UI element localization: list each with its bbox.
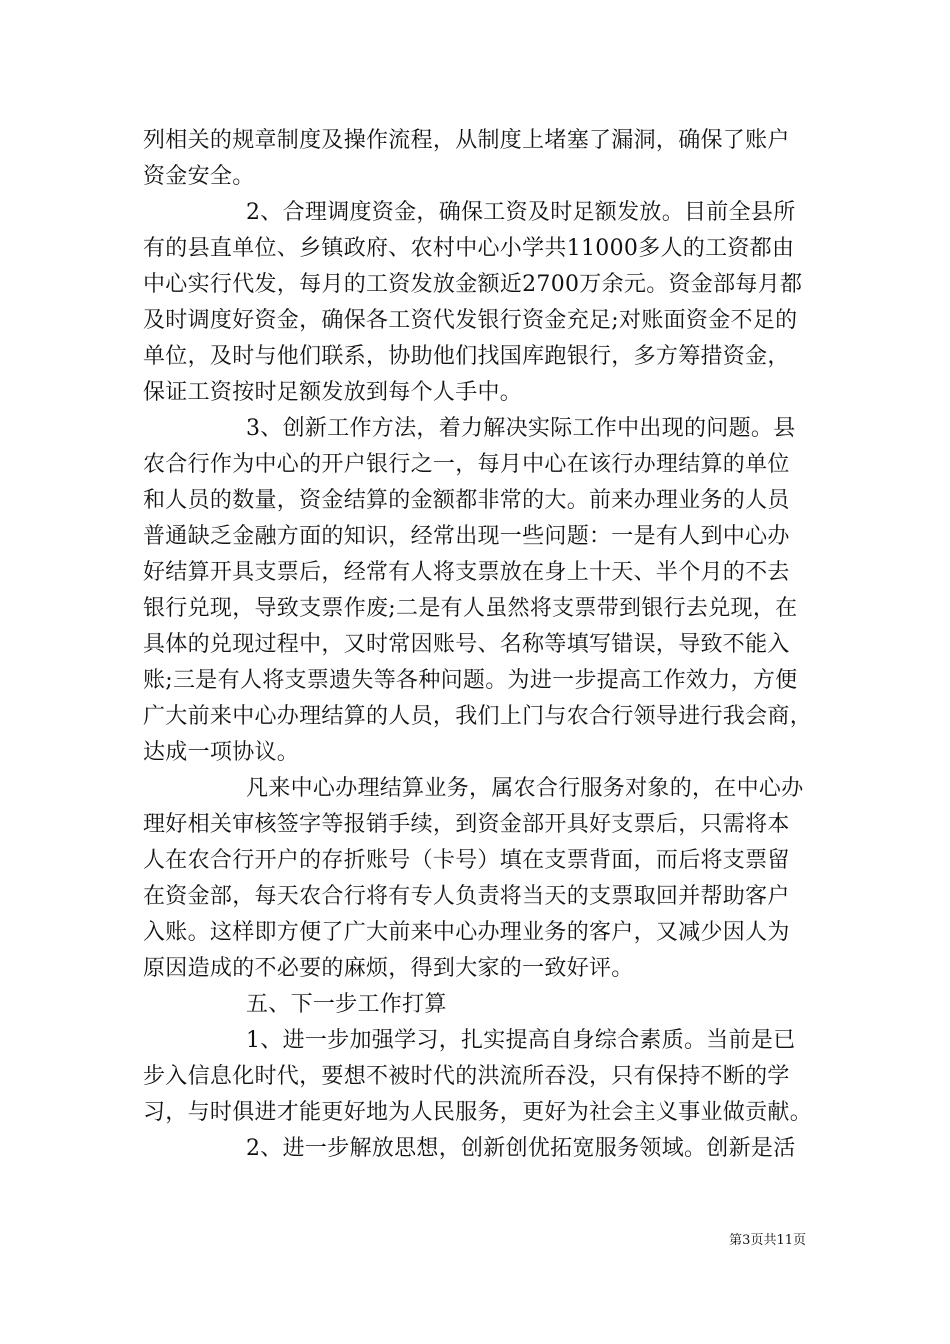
body-line: 资金安全。 bbox=[143, 164, 255, 189]
section-heading: 五、下一步工作打算 bbox=[246, 992, 447, 1017]
body-line: 2、合理调度资金，确保工资及时足额发放。目前全县所 bbox=[246, 200, 796, 225]
body-line: 及时调度好资金，确保各工资代发银行资金充足;对账面资金不足的 bbox=[143, 308, 798, 333]
body-line: 中心实行代发，每月的工资发放金额近2700万余元。资金部每月都 bbox=[143, 272, 803, 297]
body-line: 习，与时俱进才能更好地为人民服务，更好为社会主义事业做贡献。 bbox=[143, 1100, 813, 1125]
body-line: 步入信息化时代，要想不被时代的洪流所吞没，只有保持不断的学 bbox=[143, 1064, 790, 1089]
body-line: 好结算开具支票后，经常有人将支票放在身上十天、半个月的不去 bbox=[143, 560, 790, 585]
body-line: 广大前来中心办理结算的人员，我们上门与农合行领导进行我会商， bbox=[143, 704, 813, 729]
body-line: 达成一项协议。 bbox=[143, 740, 300, 765]
body-line: 具体的兑现过程中，又时常因账号、名称等填写错误，导致不能入 bbox=[143, 632, 790, 657]
body-line: 3、创新工作方法，着力解决实际工作中出现的问题。县 bbox=[246, 416, 796, 441]
body-line: 普通缺乏金融方面的知识，经常出现一些问题：一是有人到中心办 bbox=[143, 524, 790, 549]
body-line: 列相关的规章制度及操作流程，从制度上堵塞了漏洞，确保了账户 bbox=[143, 128, 790, 153]
body-line: 1、进一步加强学习，扎实提高自身综合素质。当前是已 bbox=[246, 1028, 796, 1053]
body-line: 和人员的数量，资金结算的金额都非常的大。前来办理业务的人员 bbox=[143, 488, 790, 513]
body-line: 入账。这样即方便了广大前来中心办理业务的客户，又减少因人为 bbox=[143, 920, 790, 945]
body-line: 2、进一步解放思想，创新创优拓宽服务领域。创新是活 bbox=[246, 1136, 796, 1161]
body-line: 在资金部，每天农合行将有专人负责将当天的支票取回并帮助客户 bbox=[143, 884, 790, 909]
body-line: 保证工资按时足额发放到每个人手中。 bbox=[143, 380, 523, 405]
body-line: 农合行作为中心的开户银行之一，每月中心在该行办理结算的单位 bbox=[143, 452, 790, 477]
body-line: 原因造成的不必要的麻烦，得到大家的一致好评。 bbox=[143, 956, 634, 981]
body-line: 人在农合行开户的存折账号（卡号）填在支票背面，而后将支票留 bbox=[143, 848, 790, 873]
body-line: 银行兑现，导致支票作废;二是有人虽然将支票带到银行去兑现，在 bbox=[143, 596, 798, 621]
body-line: 单位，及时与他们联系，协助他们找国库跑银行，多方筹措资金， bbox=[143, 344, 790, 369]
body-line: 有的县直单位、乡镇政府、农村中心小学共11000多人的工资都由 bbox=[143, 236, 795, 261]
body-line: 账;三是有人将支票遗失等各种问题。为进一步提高工作效力，方便 bbox=[143, 668, 798, 693]
body-line: 理好相关审核签字等报销手续，到资金部开具好支票后，只需将本 bbox=[143, 812, 790, 837]
body-line: 凡来中心办理结算业务，属农合行服务对象的，在中心办 bbox=[246, 776, 804, 801]
page-number-footer: 第3页共11页 bbox=[729, 1233, 806, 1248]
